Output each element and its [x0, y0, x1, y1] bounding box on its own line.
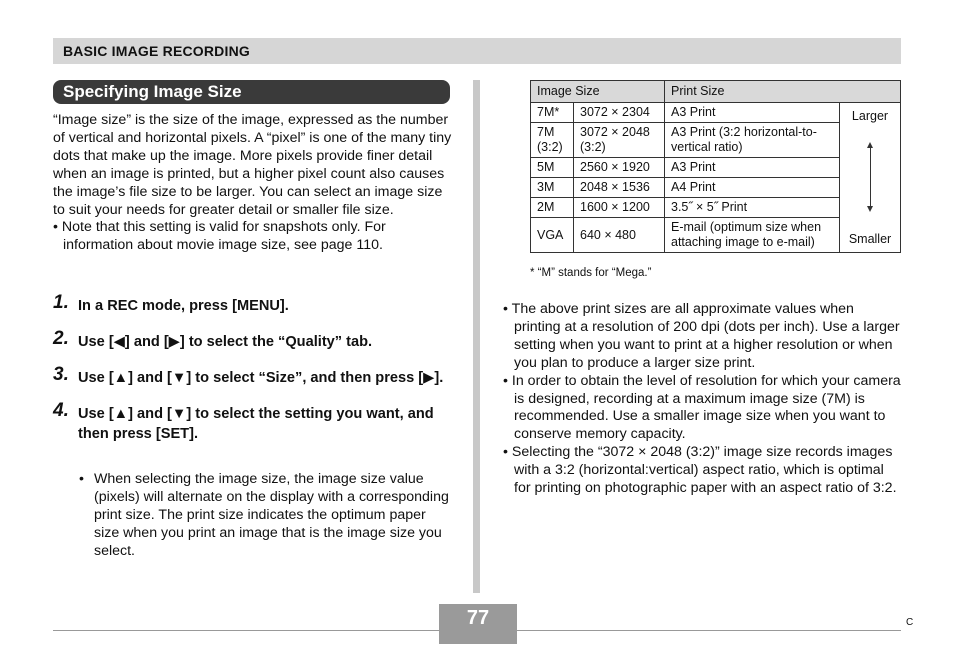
right-bullets — [503, 301, 903, 498]
pixel-value: 2560 × 1920 — [574, 158, 665, 178]
step-4-note-text: When selecting the image size, the image size value (pixels) will alternate on the display with a corresponding print size. The print size indicates the optimum paper size when you print an image that is the image size you select. — [94, 471, 449, 559]
step-1 — [53, 292, 453, 316]
step-text: In a REC mode, press [MENU]. — [78, 298, 289, 314]
header-bar — [53, 38, 901, 64]
bullet-item: • The above print sizes are all approximate values when printing at a resolution of 200 dpi (dots per inch). Use a larger setting when you want to print at a higher resolution or when you plan to produce a larger size print. — [503, 301, 900, 371]
print-size: A4 Print — [665, 178, 840, 198]
table-row — [531, 103, 901, 123]
pixel-value: 2048 × 1536 — [574, 178, 665, 198]
intro-text — [53, 112, 453, 255]
range-smaller: Smaller — [848, 231, 892, 246]
corner-mark: C — [906, 617, 914, 628]
size-label: 7M* — [531, 103, 574, 123]
range-line — [870, 147, 871, 207]
range-larger: Larger — [851, 108, 889, 123]
section-title: Specifying Image Size — [53, 80, 450, 104]
step-text: Use [▲] and [▼] to select “Size”, and then press [▶]. — [78, 370, 444, 386]
pixel-value: 3072 × 2048 (3:2) — [574, 123, 665, 158]
size-label: VGA — [531, 218, 574, 253]
size-label: 7M (3:2) — [531, 123, 574, 158]
print-size: A3 Print — [665, 158, 840, 178]
size-range-inner — [846, 107, 894, 249]
table-footnote: * “M” stands for “Mega.” — [530, 267, 652, 279]
step-number: 1. — [53, 292, 69, 313]
intro-paragraph: “Image size” is the size of the image, expressed as the number of vertical and horizontal pixels. A “pixel” is one of the many tiny dots that make up the image. More pixels provide finer detail when an image is printed, but a higher pixel count also causes the image’s file size to be larger. You can select an image size to suit your needs for greater detail or smaller file size. — [53, 112, 452, 218]
step-4-note — [79, 471, 451, 561]
step-text: Use [◀] and [▶] to select the “Quality” tab. — [78, 334, 373, 350]
intro-note: • Note that this setting is valid for snapshots only. For information about movie image size, see page 110. — [53, 219, 386, 254]
step-4 — [53, 400, 453, 444]
table-header-row — [531, 81, 901, 103]
bullet-item: • In order to obtain the level of resolution for which your camera is designed, recording at a maximum image size (7M) is recommended. Use a smaller image size when you want to conserve memory capacity. — [503, 372, 901, 443]
bullet-item: • Selecting the “3072 × 2048 (3:2)” image size records images with a 3:2 (horizontal:vertical) aspect ratio, which is optimal for printing on photographic paper with an aspect ratio of 3:2. — [503, 444, 897, 497]
column-divider — [473, 80, 480, 593]
header-print-size: Print Size — [665, 81, 901, 103]
size-label: 5M — [531, 158, 574, 178]
step-number: 4. — [53, 400, 69, 421]
step-3 — [53, 364, 453, 388]
page-number: 77 — [439, 604, 517, 644]
steps-list — [53, 292, 453, 444]
image-size-table — [530, 80, 901, 253]
size-label: 2M — [531, 198, 574, 218]
size-range — [840, 103, 901, 253]
print-size: E-mail (optimum size when attaching image to e-mail) — [665, 218, 840, 253]
size-label: 3M — [531, 178, 574, 198]
header-title: BASIC IMAGE RECORDING — [63, 43, 250, 59]
step-number: 2. — [53, 328, 69, 349]
bullet-dot: • — [79, 471, 84, 487]
pixel-value: 3072 × 2304 — [574, 103, 665, 123]
print-size: A3 Print — [665, 103, 840, 123]
arrow-down-icon — [867, 206, 873, 212]
header-image-size: Image Size — [531, 81, 665, 103]
step-number: 3. — [53, 364, 69, 385]
step-2 — [53, 328, 453, 352]
step-text: Use [▲] and [▼] to select the setting you want, and then press [SET]. — [78, 406, 434, 442]
print-size: A3 Print (3:2 horizontal-to-vertical ratio) — [665, 123, 840, 158]
pixel-value: 1600 × 1200 — [574, 198, 665, 218]
print-size: 3.5˝ × 5˝ Print — [665, 198, 840, 218]
pixel-value: 640 × 480 — [574, 218, 665, 253]
